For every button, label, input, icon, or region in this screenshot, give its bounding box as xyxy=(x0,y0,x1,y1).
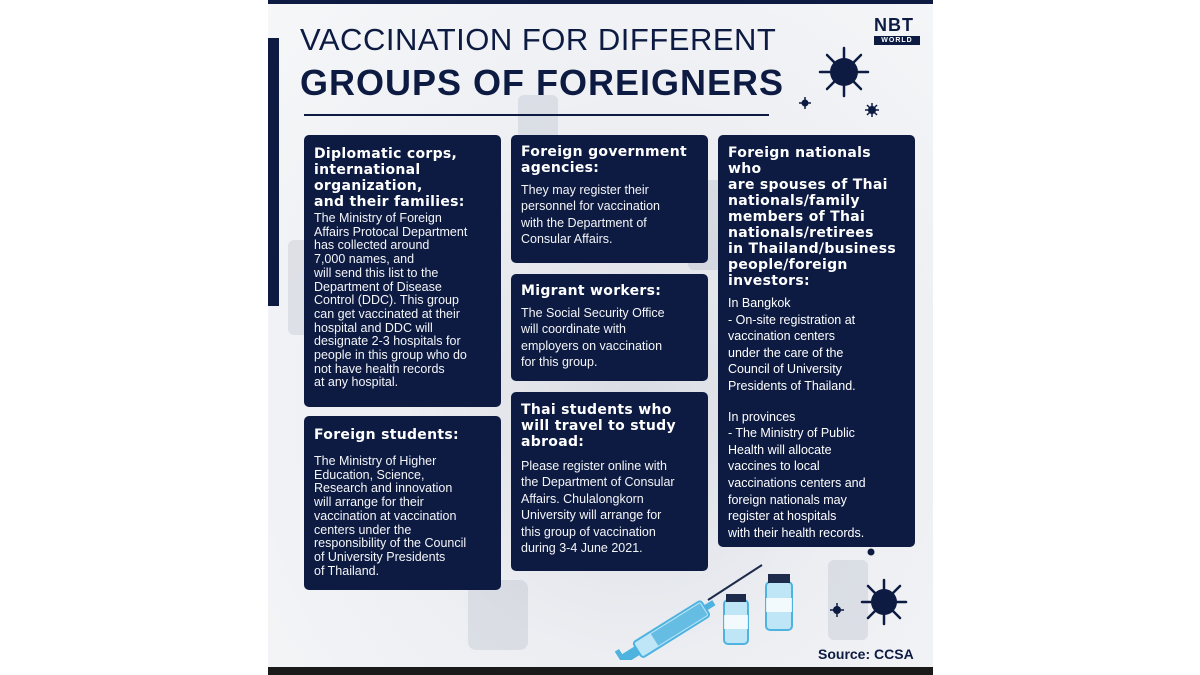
card-body: They may register their personnel for vaccination with the Department of Consular Affairs. xyxy=(521,183,660,247)
provinces-text: - The Ministry of Public Health will allocate vaccines to local vaccinations centers and foreign nationals may register at hospitals with their health records. xyxy=(728,426,866,540)
virus-icon xyxy=(860,578,908,626)
syringe-vials-illustration xyxy=(612,560,812,660)
logo-text: NBT xyxy=(874,15,914,35)
card-foreign-government xyxy=(511,135,708,263)
card-heading: Thai students who will travel to study abroad: xyxy=(521,402,676,450)
vaccine-vial-icon xyxy=(724,594,748,644)
card-diplomatic xyxy=(304,135,501,407)
virus-icon-small xyxy=(799,97,811,109)
card-heading: Migrant workers: xyxy=(521,283,662,299)
title-line-1: VACCINATION FOR DIFFERENT xyxy=(300,22,777,57)
bg-vial-5 xyxy=(468,580,528,650)
card-body: The Social Security Office will coordinate with employers on vaccination for this group. xyxy=(521,306,665,370)
card-foreign-nationals xyxy=(718,135,915,547)
card-heading: Diplomatic corps, international organization, and their families: xyxy=(314,146,465,210)
card-thai-students xyxy=(511,392,708,571)
virus-icon xyxy=(818,46,870,98)
card-migrant-workers xyxy=(511,274,708,381)
vaccine-vial-icon xyxy=(766,574,792,630)
card-body: The Ministry of Higher Education, Science, Research and innovation will arrange for their vaccination at vaccination centers under the responsibility of the Council of University Presidents of Thailand. xyxy=(314,454,467,578)
bangkok-label: In Bangkok xyxy=(728,296,791,310)
virus-icon-small xyxy=(865,103,879,117)
nbt-world-logo xyxy=(874,16,924,45)
virus-icon-small xyxy=(830,603,844,617)
card-foreign-students xyxy=(304,416,501,590)
card-body: Please register online with the Department of Consular Affairs. Chulalongkorn University will arrange for this group of vaccination during 3-4 June 2021. xyxy=(521,459,675,556)
card-heading: Foreign nationals who are spouses of Thai nationals/family members of Thai nationals/retirees in Thailand/business people/foreign investors: xyxy=(728,145,896,289)
card-heading: Foreign government agencies: xyxy=(521,144,687,176)
virus-icon-small xyxy=(866,547,876,557)
source-credit: Source: CCSA xyxy=(818,646,914,662)
card-body: The Ministry of Foreign Affairs Protocal Department has collected around 7,000 names, and will send this list to the Department of Disease Control (DDC). This group can get vaccinated at their hospital and DDC will designate 2-3 hospitals for people in this group who do not have health records at any hospital. xyxy=(314,211,468,390)
logo-subtext: WORLD xyxy=(874,36,920,45)
bangkok-text: - On-site registration at vaccination centers under the care of the Council of University Presidents of Thailand. xyxy=(728,312,856,393)
provinces-label: In provinces xyxy=(728,409,796,424)
bottom-strip xyxy=(268,667,933,675)
title-underline xyxy=(304,114,769,116)
card-heading: Foreign students: xyxy=(314,427,459,443)
title-line-2: GROUPS OF FOREIGNERS xyxy=(300,62,785,103)
